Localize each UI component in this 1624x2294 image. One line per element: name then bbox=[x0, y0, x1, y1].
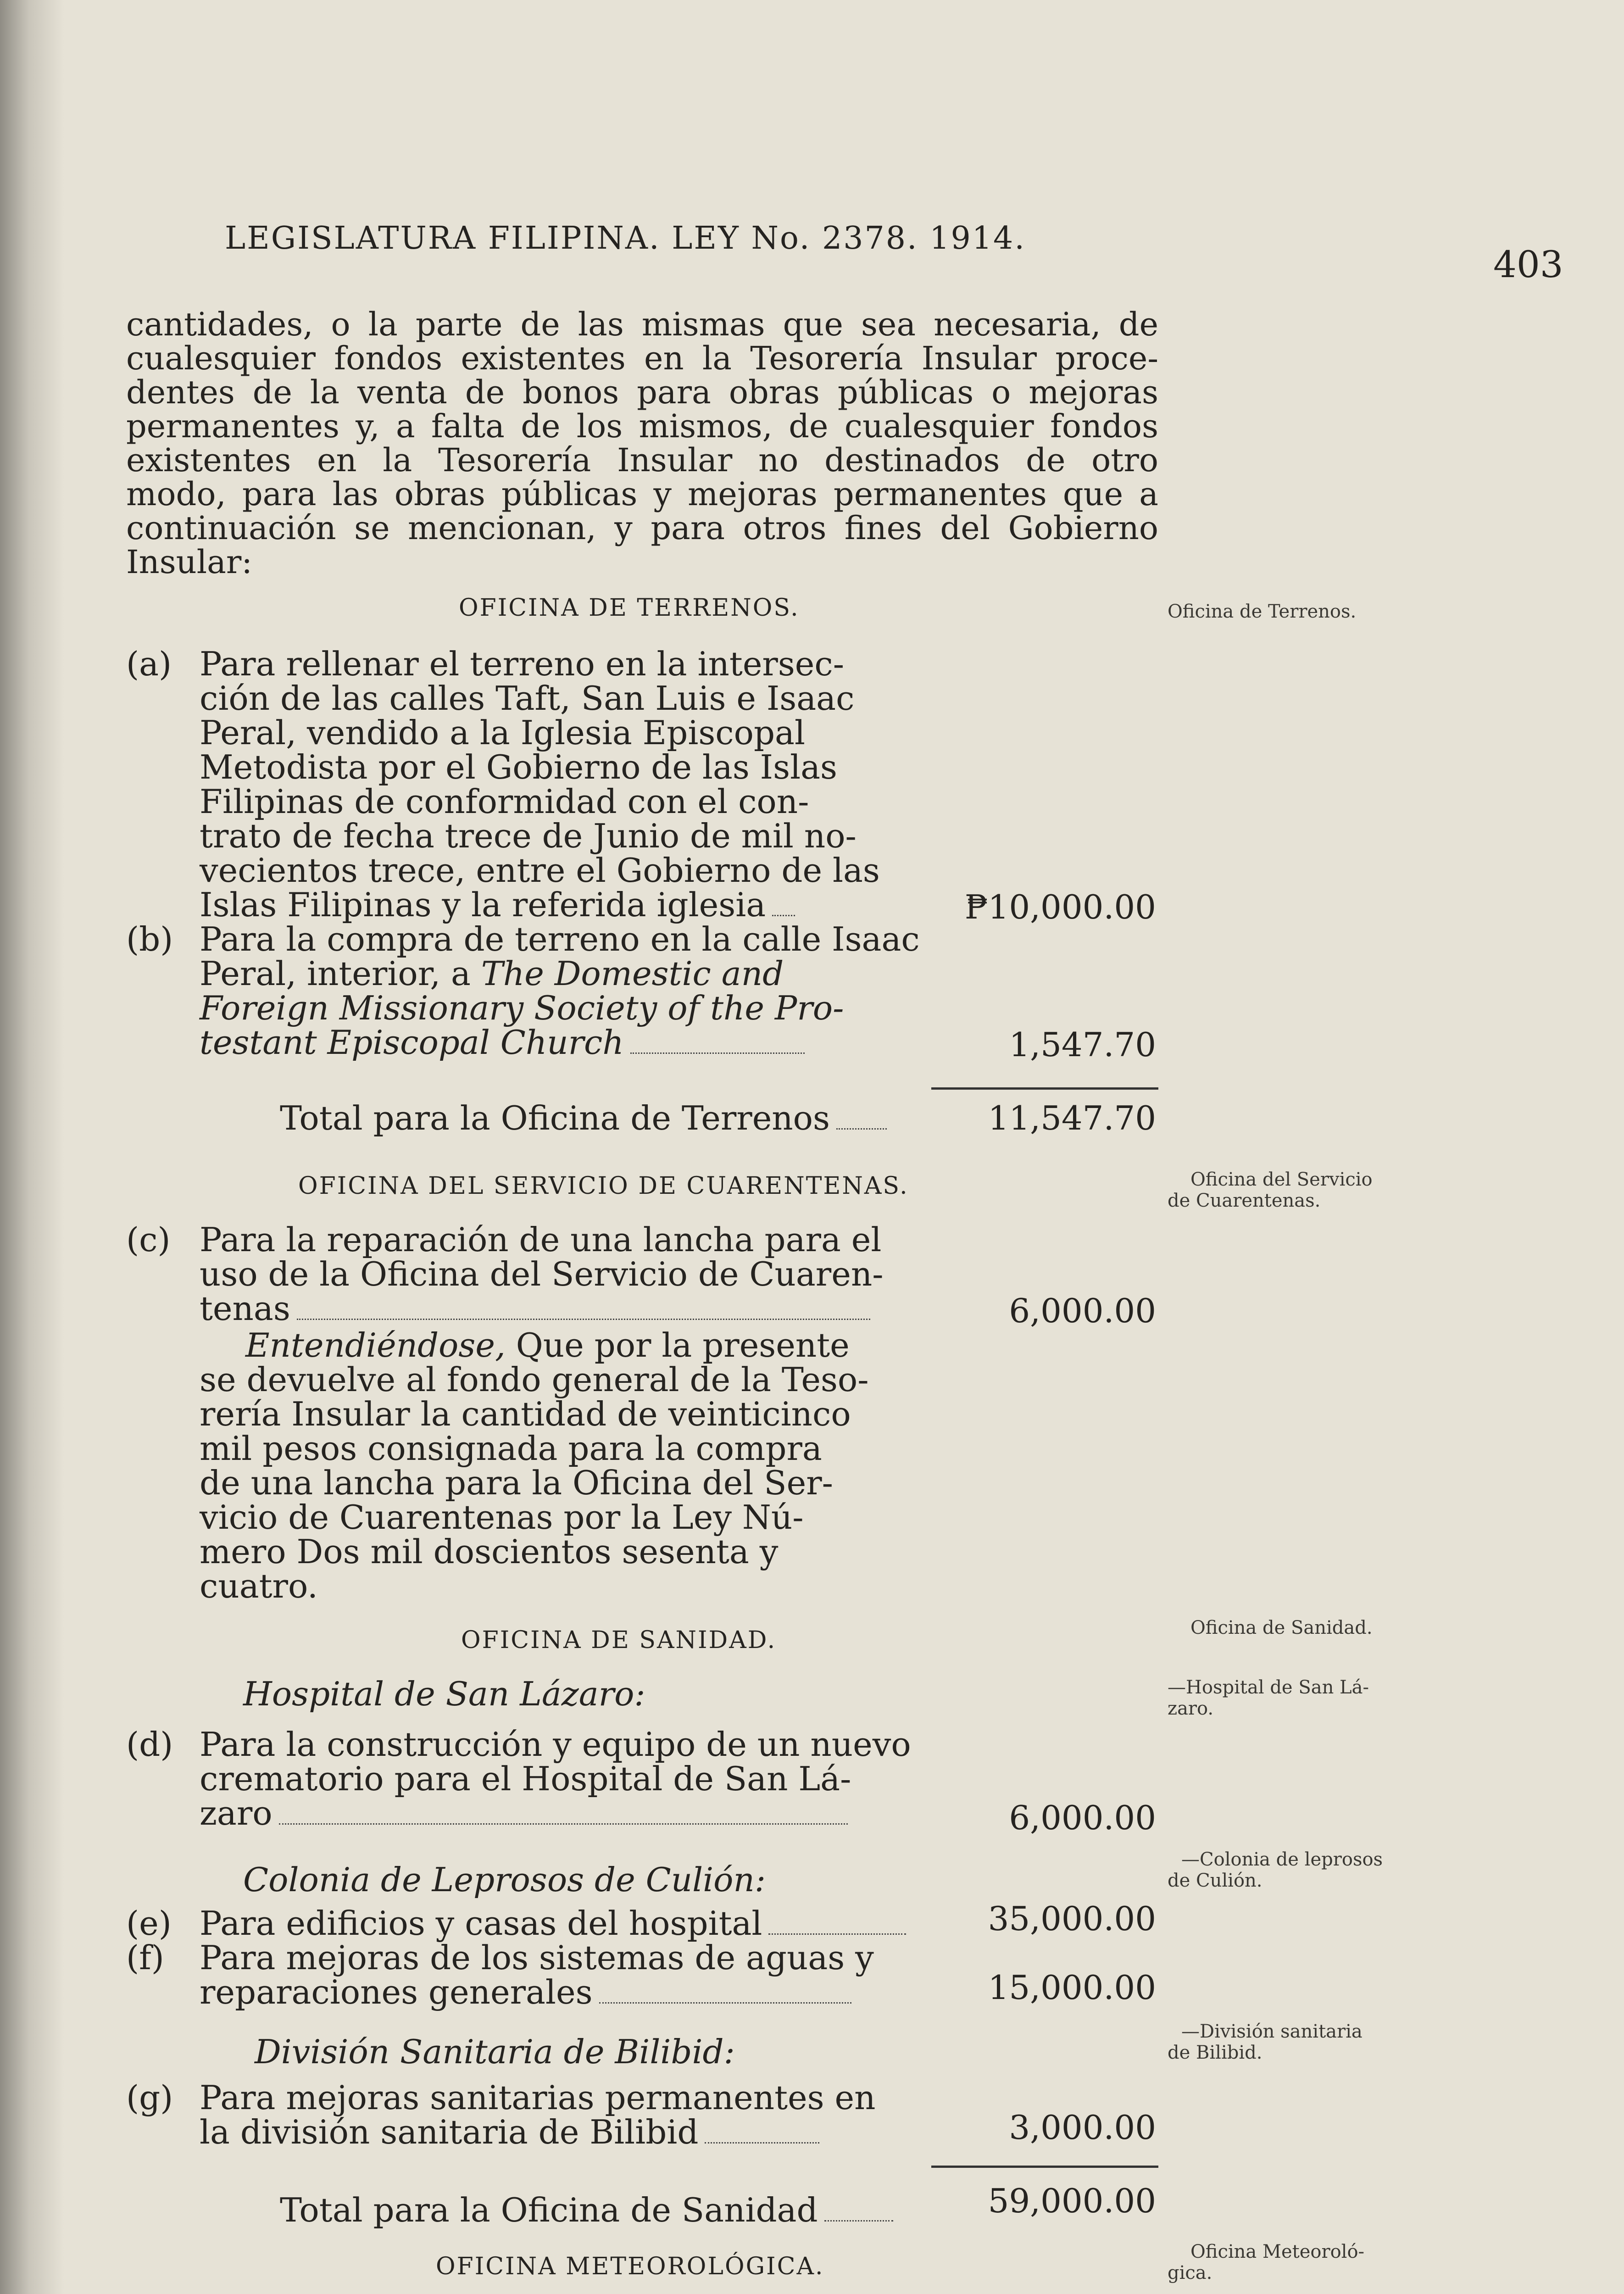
intro-paragraph bbox=[126, 307, 1158, 579]
item-line: Para la reparación de una lancha para el bbox=[200, 1220, 882, 1259]
amount-g: 3,000.00 bbox=[1009, 2108, 1156, 2147]
item-mark: (a) bbox=[126, 645, 172, 683]
intro-line: cualesquier fondos existentes en la Tesorería Insular proce- bbox=[126, 340, 1158, 377]
total-label-text: Total para la Oficina de Terrenos bbox=[280, 1099, 830, 1137]
subheading-bilibid: División Sanitaria de Bilibid: bbox=[255, 2032, 735, 2071]
intro-line: existentes en la Tesorería Insular no destinados de otro bbox=[126, 441, 1158, 479]
total-sanidad-amount: 59,000.00 bbox=[988, 2182, 1156, 2220]
item-line: Peral, interior, a bbox=[200, 954, 481, 993]
page-number: 403 bbox=[1493, 243, 1563, 286]
proviso-line: vicio de Cuarentenas por la Ley Nú- bbox=[200, 1498, 804, 1537]
amount-e: 35,000.00 bbox=[988, 1899, 1156, 1938]
item-line: trato de fecha trece de Junio de mil no- bbox=[200, 817, 856, 855]
margin-note-cuarentenas bbox=[1168, 1169, 1429, 1211]
item-line: ción de las calles Taft, San Luis e Isaac bbox=[200, 679, 855, 718]
item-line: Peral, vendido a la Iglesia Episcopal bbox=[200, 713, 806, 752]
item-line: Islas Filipinas y la referida iglesia bbox=[200, 885, 766, 924]
margin-note-meteorologica bbox=[1168, 2241, 1429, 2283]
dot-leader bbox=[824, 2211, 893, 2222]
intro-line: continuación se mencionan, y para otros fines del Gobierno bbox=[126, 509, 1158, 547]
proviso-line: cuatro. bbox=[200, 1567, 318, 1605]
item-line: Para edificios y casas del hospital bbox=[200, 1904, 762, 1943]
proviso-line: mil pesos consignada para la compra bbox=[200, 1429, 822, 1468]
margin-note-text: —Colonia de leprosos bbox=[1181, 1849, 1383, 1870]
item-mark: (c) bbox=[126, 1220, 171, 1259]
section-heading-terrenos: OFICINA DE TERRENOS. bbox=[459, 594, 800, 622]
amount-b: 1,547.70 bbox=[1009, 1025, 1156, 1064]
proviso-text: Que por la presente bbox=[505, 1326, 850, 1364]
item-line: Para la construcción y equipo de un nuevo bbox=[200, 1725, 911, 1764]
subheading-culion: Colonia de Leprosos de Culión: bbox=[243, 1860, 766, 1899]
dot-leader bbox=[705, 2133, 819, 2144]
item-line: Para mejoras sanitarias permanentes en bbox=[200, 2078, 876, 2117]
item-line: vecientos trece, entre el Gobierno de las bbox=[200, 851, 880, 890]
total-label-text: Total para la Oficina de Sanidad bbox=[280, 2191, 818, 2229]
item-line: Metodista por el Gobierno de las Islas bbox=[200, 748, 837, 786]
sum-rule bbox=[931, 1087, 1158, 1090]
margin-note-culion bbox=[1168, 1849, 1429, 1891]
proviso-line: se devuelve al fondo general de la Teso- bbox=[200, 1360, 869, 1399]
proviso-line: rería Insular la cantidad de veinticinco bbox=[200, 1395, 851, 1433]
item-line-italic: The Domestic and bbox=[481, 954, 784, 993]
subheading-lazaro: Hospital de San Lázaro: bbox=[243, 1675, 645, 1713]
section-heading-meteorologica: OFICINA METEOROLÓGICA. bbox=[436, 2253, 824, 2280]
item-mark: (f) bbox=[126, 1938, 164, 1977]
margin-note-text: de Culión. bbox=[1168, 1870, 1262, 1891]
margin-note-bilibid bbox=[1168, 2021, 1429, 2063]
total-terrenos-amount: 11,547.70 bbox=[988, 1099, 1156, 1137]
total-terrenos-label bbox=[280, 1099, 887, 1137]
margin-note-text: Oficina Meteoroló- bbox=[1190, 2241, 1365, 2262]
dot-leader bbox=[772, 906, 795, 916]
section-heading-sanidad: OFICINA DE SANIDAD. bbox=[461, 1626, 777, 1654]
dot-leader bbox=[297, 1309, 870, 1320]
total-sanidad-label bbox=[280, 2191, 893, 2229]
item-mark: (b) bbox=[126, 920, 173, 958]
margin-note-text: Oficina de Sanidad. bbox=[1190, 1617, 1373, 1638]
item-line: Filipinas de conformidad con el con- bbox=[200, 782, 809, 821]
item-line: la división sanitaria de Bilibid bbox=[200, 2113, 699, 2151]
intro-line: Insular: bbox=[126, 543, 252, 581]
amount-d: 6,000.00 bbox=[1009, 1798, 1156, 1837]
item-line: Para mejoras de los sistemas de aguas y bbox=[200, 1938, 874, 1977]
item-line: zaro bbox=[200, 1794, 273, 1832]
item-line: Para la compra de terreno en la calle Isaac bbox=[200, 920, 920, 958]
dot-leader bbox=[279, 1814, 848, 1825]
section-heading-cuarentenas: OFICINA DEL SERVICIO DE CUARENTENAS. bbox=[298, 1172, 909, 1200]
amount-f: 15,000.00 bbox=[988, 1968, 1156, 2007]
dot-leader bbox=[836, 1119, 887, 1130]
item-line-italic: testant Episcopal Church bbox=[200, 1023, 624, 1062]
amount-c: 6,000.00 bbox=[1009, 1292, 1156, 1330]
sum-rule bbox=[931, 2166, 1158, 2168]
item-line-italic: Foreign Missionary Society of the Pro- bbox=[200, 989, 844, 1027]
margin-note-text: —División sanitaria bbox=[1181, 2021, 1363, 2042]
margin-note-text: de Bilibid. bbox=[1168, 2042, 1262, 2063]
intro-line: modo, para las obras públicas y mejoras permanentes que a bbox=[126, 475, 1158, 513]
margin-note-text: Oficina de Terrenos. bbox=[1168, 601, 1357, 622]
margin-note-text: —Hospital de San Lá- bbox=[1168, 1677, 1369, 1698]
margin-note-text: Oficina del Servicio bbox=[1190, 1169, 1373, 1190]
dot-leader bbox=[768, 1924, 906, 1935]
item-line: tenas bbox=[200, 1289, 290, 1328]
margin-note-lazaro bbox=[1168, 1677, 1429, 1719]
margin-note-text: de Cuarentenas. bbox=[1168, 1190, 1321, 1211]
intro-line: dentes de la venta de bonos para obras públicas o mejoras bbox=[126, 373, 1158, 411]
proviso-line: de una lancha para la Oficina del Ser- bbox=[200, 1464, 833, 1502]
amount-a: ₱10,000.00 bbox=[964, 888, 1156, 926]
item-line: uso de la Oficina del Servicio de Cuaren- bbox=[200, 1255, 884, 1293]
item-mark: (d) bbox=[126, 1725, 173, 1764]
item-mark: (g) bbox=[126, 2078, 173, 2117]
margin-note-text: zaro. bbox=[1168, 1698, 1214, 1719]
item-line: Para rellenar el terreno en la intersec- bbox=[200, 645, 845, 683]
margin-note-sanidad bbox=[1168, 1617, 1429, 1638]
dot-leader bbox=[630, 1043, 805, 1054]
dot-leader bbox=[599, 1993, 851, 2004]
intro-line: cantidades, o la parte de las mismas que sea necesaria, de bbox=[126, 306, 1158, 343]
margin-note-text: gica. bbox=[1168, 2262, 1212, 2283]
proviso-italic: Entendiéndose, bbox=[245, 1326, 506, 1364]
running-head: LEGISLATURA FILIPINA. LEY No. 2378. 1914. bbox=[225, 220, 1026, 256]
proviso-line: mero Dos mil doscientos sesenta y bbox=[200, 1532, 779, 1571]
item-line: reparaciones generales bbox=[200, 1973, 593, 2011]
intro-line: permanentes y, a falta de los mismos, de cualesquier fondos bbox=[126, 407, 1158, 445]
item-mark: (e) bbox=[126, 1904, 172, 1943]
margin-note-terrenos bbox=[1168, 601, 1429, 622]
item-line: crematorio para el Hospital de San Lá- bbox=[200, 1759, 851, 1798]
